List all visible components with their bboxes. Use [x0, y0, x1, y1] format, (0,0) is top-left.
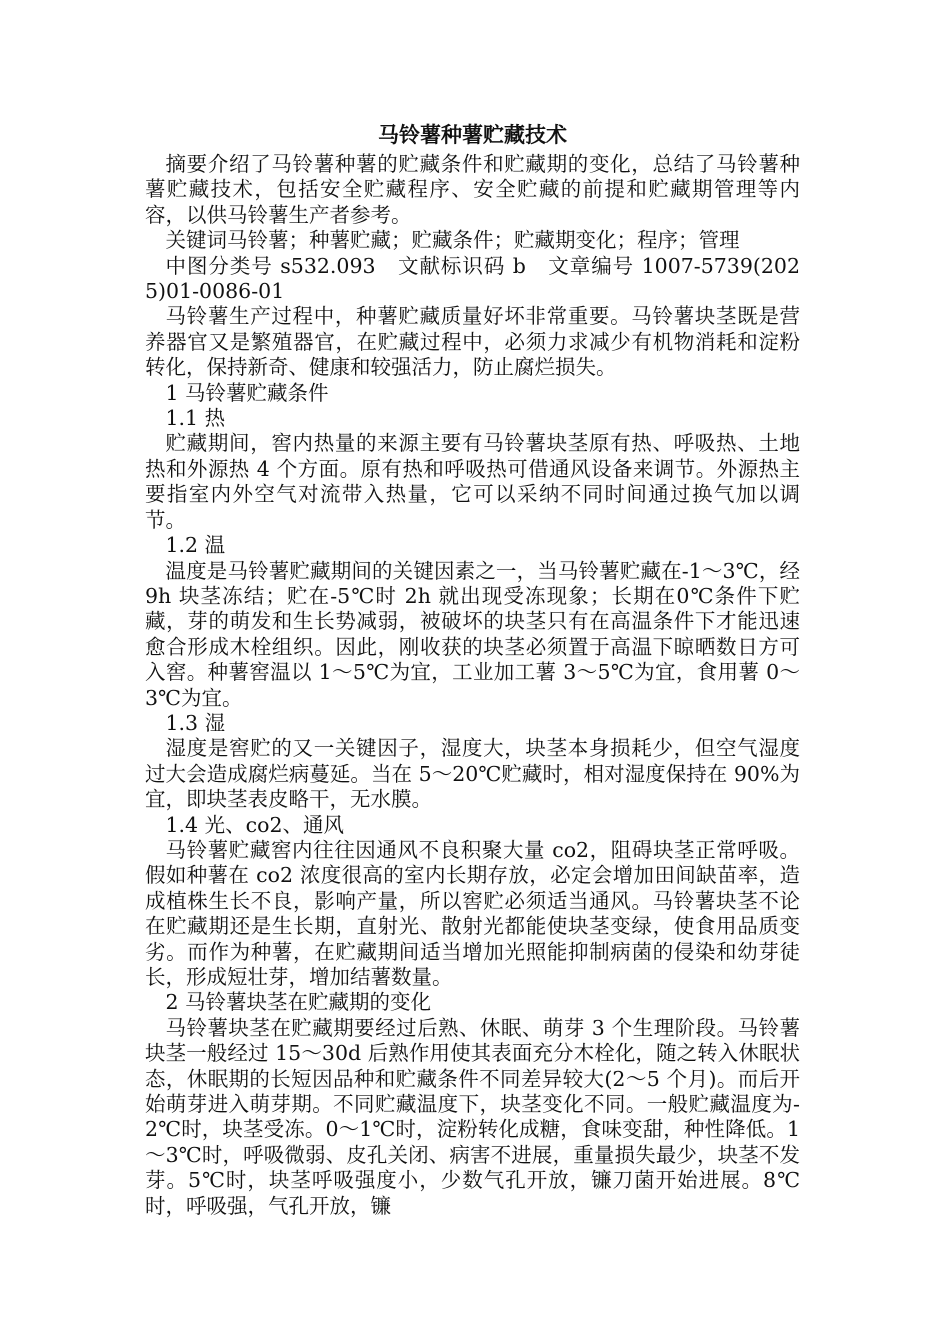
- body-paragraph-heat: 贮藏期间，窖内热量的来源主要有马铃薯块茎原有热、呼吸热、土地热和外源热 4 个方面。原有热和呼吸热可借通风设备来调节。外源热主要指室内外空气对流带入热量，它可以采纳不同时间通过换气加以调节。: [145, 431, 800, 532]
- classification-paragraph: 中图分类号 s532.093 文献标识码 b 文章编号 1007-5739(2025)01-0086-01: [145, 253, 800, 304]
- document-page: [145, 118, 800, 1219]
- subsection-heading-1-1: 1.1 热: [165, 406, 226, 431]
- section-heading-1: 1 马铃薯贮藏条件: [165, 380, 329, 405]
- intro-paragraph: 马铃薯生产过程中，种薯贮藏质量好坏非常重要。马铃薯块茎既是营养器官又是繁殖器官，在贮藏过程中，必须力求减少有机物消耗和淀粉转化，保持新奇、健康和较强活力，防止腐烂损失。: [145, 304, 800, 380]
- body-paragraph-light-ventilation: 马铃薯贮藏窖内往往因通风不良积聚大量 co2，阻碍块茎正常呼吸。假如种薯在 co2 浓度很高的室内长期存放，必定会增加田间缺苗率，造成植株生长不良，影响产量，所以窖贮必须适当通风。马铃薯块茎不论在贮藏期还是生长期，直射光、散射光都能使块茎变绿，使食用品质变劣。而作为种薯，在贮藏期间适当增加光照能抑制病菌的侵染和幼芽徒长，形成短壮芽，增加结薯数量。: [145, 837, 800, 989]
- section-heading-2: 2 马铃薯块茎在贮藏期的变化: [165, 990, 432, 1015]
- subsection-heading-1-4: 1.4 光、co2、通风: [165, 812, 344, 837]
- body-paragraph-temperature: 温度是马铃薯贮藏期间的关键因素之一，当马铃薯贮藏在-1～3℃，经 9h 块茎冻结；贮在-5℃时 2h 就出现受冻现象；长期在0℃条件下贮藏，芽的萌发和生长势减弱，被破坏的块茎只有在高温条件下才能迅速愈合形成木栓组织。因此，刚收获的块茎必须置于高温下晾晒数日方可入窖。种薯窖温以 1～5℃为宜，工业加工薯 3～5℃为宜，食用薯 0～3℃为宜。: [145, 558, 800, 710]
- abstract-paragraph: 摘要介绍了马铃薯种薯的贮藏条件和贮藏期的变化，总结了马铃薯种薯贮藏技术，包括安全贮藏程序、安全贮藏的前提和贮藏期管理等内容，以供马铃薯生产者参考。: [145, 152, 800, 227]
- document-title: 马铃薯种薯贮藏技术: [378, 122, 567, 147]
- body-paragraph-storage-changes: 马铃薯块茎在贮藏期要经过后熟、休眠、萌芽 3 个生理阶段。马铃薯块茎一般经过 15～30d 后熟作用使其表面充分木栓化，随之转入休眠状态，休眠期的长短因品种和贮藏条件不同差异较大(2～5 个月)。而后开始萌芽进入萌芽期。不同贮藏温度下，块茎变化不同。一般贮藏温度为-2℃时，块茎受冻。0～1℃时，淀粉转化成糖，食味变甜，种性降低。1～3℃时，呼吸微弱、皮孔关闭、病害不进展，重量损失最少，块茎不发芽。5℃时，块茎呼吸强度小，少数气孔开放，镰刀菌开始进展。8℃时，呼吸强，气孔开放，镰: [145, 1015, 800, 1218]
- subsection-heading-1-3: 1.3 湿: [165, 710, 226, 735]
- subsection-heading-1-2: 1.2 温: [165, 533, 226, 558]
- keywords-paragraph: 关键词马铃薯；种薯贮藏；贮藏条件；贮藏期变化；程序；管理: [165, 228, 740, 253]
- body-paragraph-humidity: 湿度是窖贮的又一关键因子，湿度大，块茎本身损耗少，但空气湿度过大会造成腐烂病蔓延。当在 5～20℃贮藏时，相对湿度保持在 90%为宜，即块茎表皮略干，无水膜。: [145, 736, 800, 812]
